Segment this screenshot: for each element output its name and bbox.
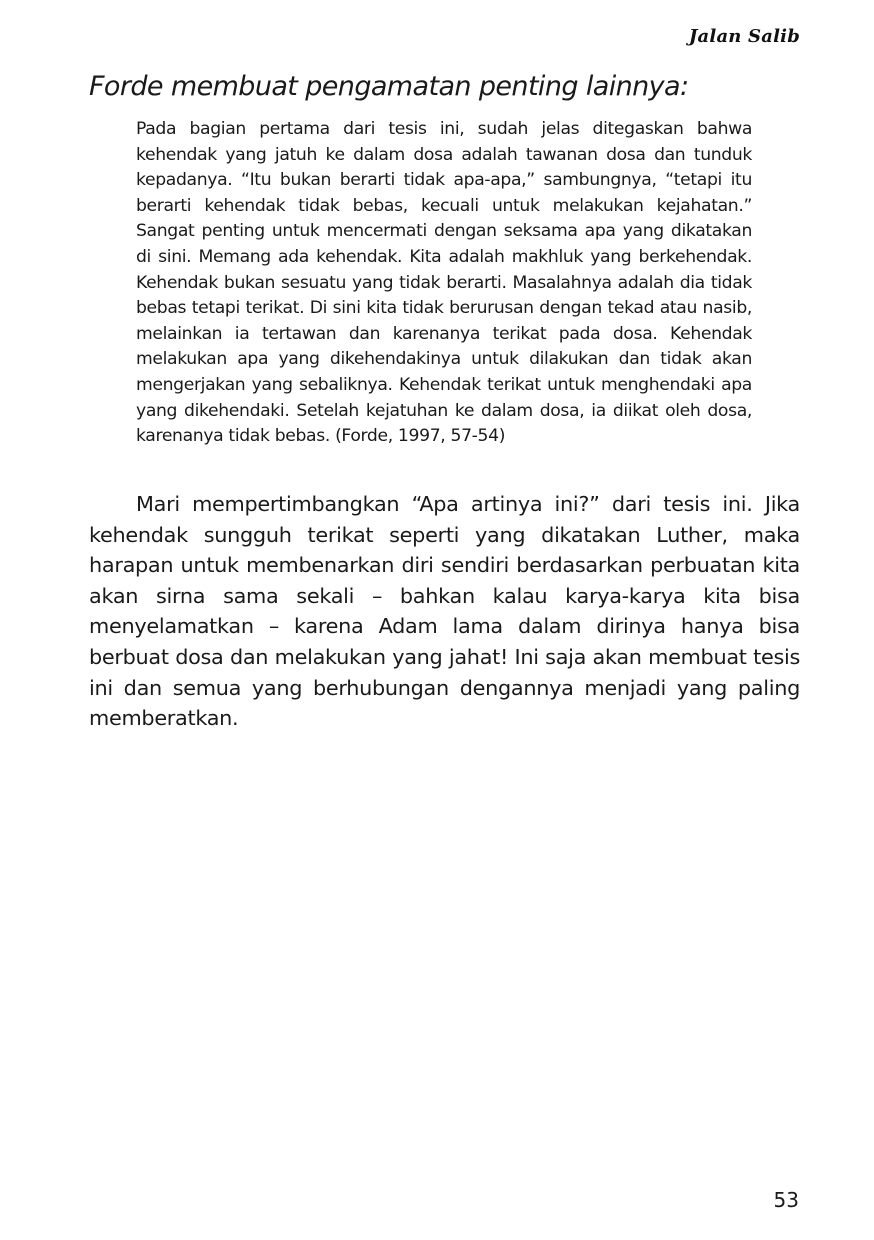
running-head: Jalan Salib	[688, 26, 800, 47]
body-paragraph: Mari mempertimbangkan “Apa artinya ini?” dari tesis ini. Jika kehendak sungguh terikat seperti yang dikatakan Luther, maka harapan untuk membenarkan diri sendiri berdasarkan perbuatan kita akan sirna sama sekali – bahkan kalau karya-karya kita bisa menyelamatkan – karena Adam lama dalam dirinya hanya bisa berbuat dosa dan melakukan yang jahat! Ini saja akan membuat tesis ini dan semua yang berhubungan dengannya menjadi yang paling memberatkan.	[89, 492, 800, 731]
block-quote: Pada bagian pertama dari tesis ini, sudah jelas ditegaskan bahwa kehendak yang jatuh ke dalam dosa adalah tawanan dosa dan tunduk kepadanya. “Itu bukan berarti tidak apa-apa,” sambungnya, “tetapi itu berarti kehendak tidak bebas, kecuali untuk melakukan kejahatan.” Sangat penting untuk mencermati dengan seksama apa yang dikatakan di sini. Memang ada kehendak. Kita adalah makhluk yang berkehendak. Kehendak bukan sesuatu yang tidak berarti. Masalahnya adalah dia tidak bebas tetapi terikat. Di sini kita tidak berurusan dengan tekad atau nasib, melainkan ia tertawan dan karenanya terikat pada dosa. Kehendak melakukan apa yang dikehendakinya untuk dilakukan dan tidak akan mengerjakan yang sebaliknya. Kehendak terikat untuk menghendaki apa yang dikehendaki. Setelah kejatuhan ke dalam dosa, ia diikat oleh dosa, karenanya tidak bebas. (Forde, 1997, 57-54)	[136, 119, 752, 447]
section-heading: Forde membuat pengamatan penting lainnya:	[89, 71, 689, 102]
page-number: 53	[773, 1188, 799, 1212]
